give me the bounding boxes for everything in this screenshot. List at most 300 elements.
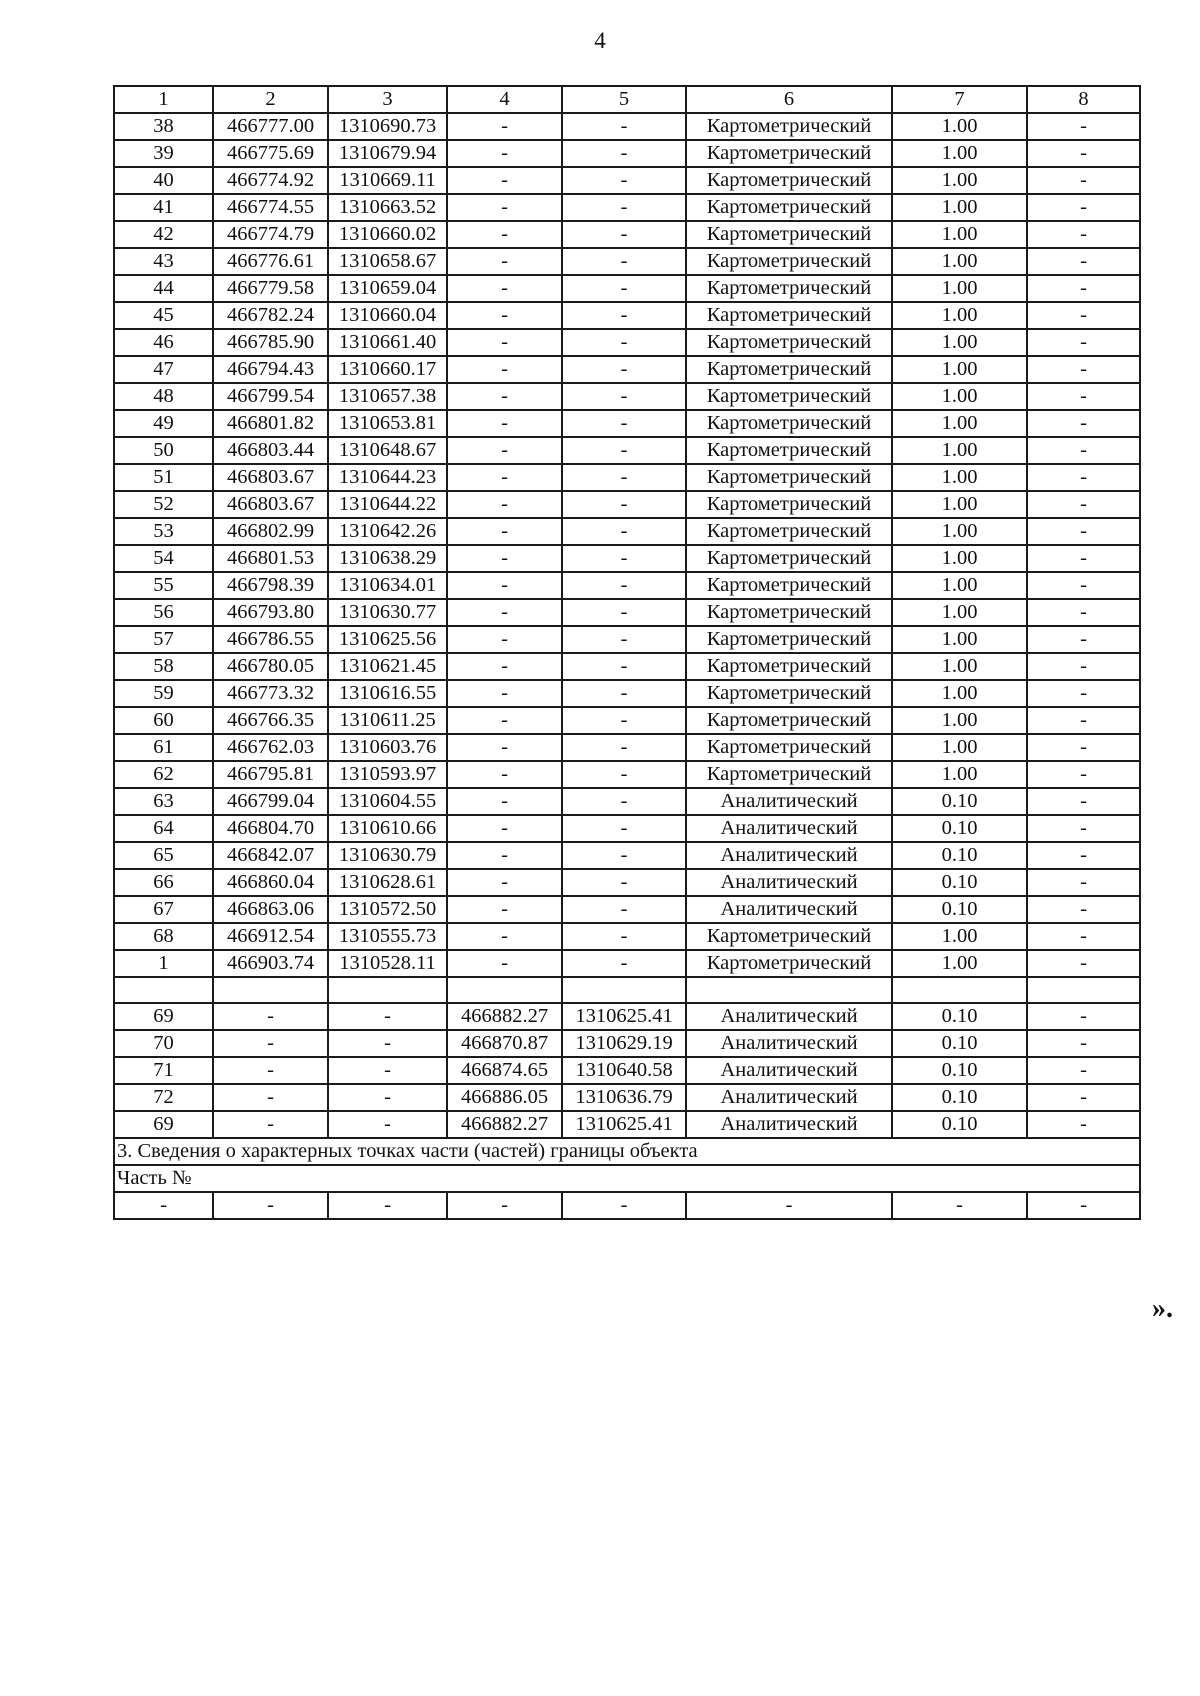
x-new-cell: - (447, 518, 562, 545)
y-old-cell: 1310669.11 (328, 167, 447, 194)
y-new-cell: - (562, 815, 686, 842)
accuracy-cell: 0.10 (892, 788, 1027, 815)
accuracy-cell: 1.00 (892, 680, 1027, 707)
y-old-cell: 1310628.61 (328, 869, 447, 896)
y-new-cell: - (562, 275, 686, 302)
x-new-cell: - (447, 329, 562, 356)
method-cell: Картометрический (686, 626, 892, 653)
point-number-cell: 48 (114, 383, 213, 410)
final-row-cell: - (562, 1192, 686, 1219)
point-number-cell: 68 (114, 923, 213, 950)
table-row (114, 626, 1140, 653)
x-new-cell: 466874.65 (447, 1057, 562, 1084)
x-old-cell: 466803.44 (213, 437, 328, 464)
x-old-cell: - (213, 1003, 328, 1030)
description-cell: - (1027, 1084, 1140, 1111)
accuracy-cell: 1.00 (892, 653, 1027, 680)
table-row (114, 680, 1140, 707)
point-number-cell: 70 (114, 1030, 213, 1057)
description-cell: - (1027, 923, 1140, 950)
table-row (114, 1084, 1140, 1111)
y-new-cell: - (562, 221, 686, 248)
table-row (114, 410, 1140, 437)
y-old-cell: - (328, 1030, 447, 1057)
x-old-cell: 466785.90 (213, 329, 328, 356)
method-cell: Аналитический (686, 1030, 892, 1057)
table-body (114, 86, 1140, 1219)
method-cell: Картометрический (686, 734, 892, 761)
point-number-cell: 62 (114, 761, 213, 788)
point-number-cell: 65 (114, 842, 213, 869)
method-cell: Картометрический (686, 356, 892, 383)
description-cell: - (1027, 329, 1140, 356)
y-new-cell: - (562, 896, 686, 923)
method-cell: Картометрический (686, 140, 892, 167)
method-cell: Картометрический (686, 950, 892, 977)
part-label: Часть № (114, 1165, 1140, 1192)
point-number-cell: 57 (114, 626, 213, 653)
point-number-cell: 56 (114, 599, 213, 626)
y-old-cell: 1310630.79 (328, 842, 447, 869)
point-number-cell: 52 (114, 491, 213, 518)
method-cell: Картометрический (686, 761, 892, 788)
y-new-cell: 1310629.19 (562, 1030, 686, 1057)
description-cell: - (1027, 1057, 1140, 1084)
column-header: 6 (686, 86, 892, 113)
point-number-cell: 38 (114, 113, 213, 140)
x-old-cell: - (213, 1084, 328, 1111)
y-old-cell: 1310638.29 (328, 545, 447, 572)
x-old-cell: 466762.03 (213, 734, 328, 761)
point-number-cell: 60 (114, 707, 213, 734)
y-new-cell: - (562, 194, 686, 221)
description-cell: - (1027, 383, 1140, 410)
point-number-cell: 69 (114, 1003, 213, 1030)
method-cell: Аналитический (686, 869, 892, 896)
y-old-cell: 1310604.55 (328, 788, 447, 815)
accuracy-cell: 1.00 (892, 518, 1027, 545)
table-row (114, 383, 1140, 410)
point-number-cell: 39 (114, 140, 213, 167)
x-new-cell: - (447, 194, 562, 221)
x-old-cell: 466780.05 (213, 653, 328, 680)
x-new-cell: 466882.27 (447, 1003, 562, 1030)
x-new-cell: - (447, 437, 562, 464)
x-old-cell: 466860.04 (213, 869, 328, 896)
y-new-cell: - (562, 950, 686, 977)
x-new-cell: 466870.87 (447, 1030, 562, 1057)
description-cell: - (1027, 626, 1140, 653)
description-cell: - (1027, 1003, 1140, 1030)
x-old-cell: - (213, 1030, 328, 1057)
method-cell: Картометрический (686, 491, 892, 518)
method-cell: Аналитический (686, 1111, 892, 1138)
x-old-cell: 466794.43 (213, 356, 328, 383)
y-new-cell: - (562, 599, 686, 626)
x-old-cell: 466801.82 (213, 410, 328, 437)
x-new-cell: - (447, 275, 562, 302)
x-new-cell: - (447, 572, 562, 599)
description-cell: - (1027, 653, 1140, 680)
table-row (114, 1057, 1140, 1084)
table-row (114, 113, 1140, 140)
description-cell: - (1027, 788, 1140, 815)
accuracy-cell: 0.10 (892, 1084, 1027, 1111)
table-row (114, 248, 1140, 275)
table-row (114, 842, 1140, 869)
method-cell: Аналитический (686, 788, 892, 815)
accuracy-cell: 1.00 (892, 140, 1027, 167)
y-old-cell: 1310593.97 (328, 761, 447, 788)
y-new-cell: - (562, 869, 686, 896)
table-row (114, 545, 1140, 572)
y-new-cell: - (562, 734, 686, 761)
column-header: 8 (1027, 86, 1140, 113)
method-cell: Аналитический (686, 815, 892, 842)
x-new-cell: - (447, 788, 562, 815)
accuracy-cell: 1.00 (892, 923, 1027, 950)
table-row (114, 302, 1140, 329)
table-row (114, 329, 1140, 356)
table-row (114, 653, 1140, 680)
y-old-cell: 1310625.56 (328, 626, 447, 653)
y-new-cell: 1310625.41 (562, 1003, 686, 1030)
method-cell: Аналитический (686, 1084, 892, 1111)
point-number-cell: 41 (114, 194, 213, 221)
point-number-cell: 67 (114, 896, 213, 923)
accuracy-cell: 1.00 (892, 545, 1027, 572)
section-title-row (114, 1138, 1140, 1165)
column-header: 3 (328, 86, 447, 113)
accuracy-cell: 1.00 (892, 464, 1027, 491)
method-cell: Картометрический (686, 572, 892, 599)
point-number-cell: 66 (114, 869, 213, 896)
method-cell: Картометрический (686, 680, 892, 707)
y-new-cell: 1310625.41 (562, 1111, 686, 1138)
description-cell: - (1027, 869, 1140, 896)
final-row-cell: - (447, 1192, 562, 1219)
table-row (114, 923, 1140, 950)
x-old-cell: 466782.24 (213, 302, 328, 329)
accuracy-cell: 0.10 (892, 896, 1027, 923)
table-row (114, 788, 1140, 815)
method-cell: Картометрический (686, 518, 892, 545)
table-row (114, 950, 1140, 977)
description-cell: - (1027, 464, 1140, 491)
table-row (114, 734, 1140, 761)
table-row (114, 356, 1140, 383)
table-row (114, 437, 1140, 464)
table-row (114, 869, 1140, 896)
method-cell: Картометрический (686, 923, 892, 950)
y-old-cell: 1310644.22 (328, 491, 447, 518)
y-new-cell: - (562, 167, 686, 194)
y-old-cell: 1310621.45 (328, 653, 447, 680)
x-old-cell: 466863.06 (213, 896, 328, 923)
y-new-cell: - (562, 923, 686, 950)
accuracy-cell: 1.00 (892, 113, 1027, 140)
y-old-cell: 1310660.04 (328, 302, 447, 329)
table-row (114, 1030, 1140, 1057)
y-new-cell: - (562, 518, 686, 545)
x-new-cell: - (447, 869, 562, 896)
description-cell: - (1027, 842, 1140, 869)
x-new-cell: - (447, 923, 562, 950)
accuracy-cell: 1.00 (892, 383, 1027, 410)
x-old-cell: 466803.67 (213, 464, 328, 491)
point-number-cell: 49 (114, 410, 213, 437)
method-cell: Аналитический (686, 1003, 892, 1030)
final-row-cell: - (892, 1192, 1027, 1219)
x-new-cell: - (447, 491, 562, 518)
y-new-cell: - (562, 329, 686, 356)
description-cell: - (1027, 410, 1140, 437)
final-row (114, 1192, 1140, 1219)
y-old-cell: 1310658.67 (328, 248, 447, 275)
accuracy-cell: 1.00 (892, 707, 1027, 734)
method-cell: Картометрический (686, 329, 892, 356)
part-label-row (114, 1165, 1140, 1192)
x-old-cell: 466774.92 (213, 167, 328, 194)
x-old-cell: 466903.74 (213, 950, 328, 977)
x-old-cell: 466795.81 (213, 761, 328, 788)
x-old-cell: 466802.99 (213, 518, 328, 545)
x-old-cell: 466842.07 (213, 842, 328, 869)
x-new-cell: - (447, 707, 562, 734)
y-new-cell: - (562, 140, 686, 167)
description-cell: - (1027, 140, 1140, 167)
method-cell: Картометрический (686, 410, 892, 437)
y-new-cell: - (562, 302, 686, 329)
y-new-cell: - (562, 491, 686, 518)
description-cell: - (1027, 167, 1140, 194)
y-old-cell: 1310528.11 (328, 950, 447, 977)
y-new-cell: - (562, 788, 686, 815)
column-header: 1 (114, 86, 213, 113)
y-old-cell: - (328, 1111, 447, 1138)
point-number-cell: 45 (114, 302, 213, 329)
accuracy-cell: 1.00 (892, 356, 1027, 383)
description-cell: - (1027, 1111, 1140, 1138)
point-number-cell: 40 (114, 167, 213, 194)
x-old-cell: - (213, 1057, 328, 1084)
description-cell: - (1027, 221, 1140, 248)
y-new-cell: - (562, 761, 686, 788)
accuracy-cell: 1.00 (892, 950, 1027, 977)
y-old-cell: 1310603.76 (328, 734, 447, 761)
y-old-cell: 1310661.40 (328, 329, 447, 356)
page-number: 4 (594, 28, 606, 53)
x-new-cell: - (447, 464, 562, 491)
y-old-cell: 1310663.52 (328, 194, 447, 221)
x-new-cell: - (447, 113, 562, 140)
column-header: 4 (447, 86, 562, 113)
x-new-cell: - (447, 221, 562, 248)
accuracy-cell: 1.00 (892, 626, 1027, 653)
table-row (114, 896, 1140, 923)
method-cell: Картометрический (686, 275, 892, 302)
x-old-cell: - (213, 1111, 328, 1138)
accuracy-cell: 1.00 (892, 410, 1027, 437)
y-new-cell: - (562, 545, 686, 572)
y-old-cell: 1310611.25 (328, 707, 447, 734)
x-new-cell: - (447, 653, 562, 680)
point-number-cell: 63 (114, 788, 213, 815)
table-row (114, 275, 1140, 302)
x-new-cell: 466886.05 (447, 1084, 562, 1111)
final-row-cell: - (114, 1192, 213, 1219)
y-old-cell: 1310657.38 (328, 383, 447, 410)
description-cell: - (1027, 950, 1140, 977)
description-cell: - (1027, 302, 1140, 329)
description-cell: - (1027, 815, 1140, 842)
y-old-cell (328, 977, 447, 1003)
y-old-cell: - (328, 1003, 447, 1030)
point-number-cell: 47 (114, 356, 213, 383)
table-row (114, 491, 1140, 518)
y-old-cell: 1310660.17 (328, 356, 447, 383)
y-old-cell: 1310690.73 (328, 113, 447, 140)
x-new-cell: - (447, 950, 562, 977)
y-new-cell (562, 977, 686, 1003)
accuracy-cell: 1.00 (892, 167, 1027, 194)
x-new-cell: - (447, 545, 562, 572)
description-cell: - (1027, 248, 1140, 275)
method-cell: Аналитический (686, 842, 892, 869)
y-new-cell: - (562, 383, 686, 410)
accuracy-cell: 0.10 (892, 1003, 1027, 1030)
y-new-cell: - (562, 707, 686, 734)
x-new-cell: - (447, 167, 562, 194)
description-cell: - (1027, 599, 1140, 626)
x-old-cell: 466777.00 (213, 113, 328, 140)
point-number-cell: 72 (114, 1084, 213, 1111)
method-cell (686, 977, 892, 1003)
accuracy-cell: 1.00 (892, 599, 1027, 626)
final-row-cell: - (1027, 1192, 1140, 1219)
method-cell: Картометрический (686, 383, 892, 410)
accuracy-cell: 0.10 (892, 1057, 1027, 1084)
x-new-cell: - (447, 383, 562, 410)
point-number-cell: 58 (114, 653, 213, 680)
y-old-cell: 1310616.55 (328, 680, 447, 707)
y-old-cell: 1310555.73 (328, 923, 447, 950)
accuracy-cell: 1.00 (892, 275, 1027, 302)
y-new-cell: - (562, 437, 686, 464)
closing-quote-mark: ». (1152, 1293, 1173, 1324)
x-old-cell (213, 977, 328, 1003)
y-old-cell: 1310610.66 (328, 815, 447, 842)
y-old-cell: 1310630.77 (328, 599, 447, 626)
x-new-cell: - (447, 302, 562, 329)
accuracy-cell: 1.00 (892, 761, 1027, 788)
table-row (114, 1111, 1140, 1138)
table-row (114, 194, 1140, 221)
accuracy-cell: 1.00 (892, 437, 1027, 464)
y-old-cell: 1310653.81 (328, 410, 447, 437)
method-cell: Аналитический (686, 896, 892, 923)
x-new-cell: - (447, 626, 562, 653)
point-number-cell (114, 977, 213, 1003)
y-new-cell: - (562, 572, 686, 599)
table-row (114, 221, 1140, 248)
x-old-cell: 466793.80 (213, 599, 328, 626)
table-row (114, 761, 1140, 788)
method-cell: Картометрический (686, 464, 892, 491)
description-cell: - (1027, 1030, 1140, 1057)
column-header: 5 (562, 86, 686, 113)
point-number-cell: 55 (114, 572, 213, 599)
x-new-cell: - (447, 140, 562, 167)
x-old-cell: 466801.53 (213, 545, 328, 572)
final-row-cell: - (213, 1192, 328, 1219)
point-number-cell: 46 (114, 329, 213, 356)
x-old-cell: 466803.67 (213, 491, 328, 518)
description-cell: - (1027, 707, 1140, 734)
x-new-cell: - (447, 356, 562, 383)
y-new-cell: - (562, 626, 686, 653)
point-number-cell: 1 (114, 950, 213, 977)
accuracy-cell: 1.00 (892, 572, 1027, 599)
column-header: 7 (892, 86, 1027, 113)
accuracy-cell: 1.00 (892, 734, 1027, 761)
accuracy-cell: 1.00 (892, 221, 1027, 248)
coordinates-table (113, 85, 1141, 1220)
method-cell: Картометрический (686, 113, 892, 140)
x-old-cell: 466912.54 (213, 923, 328, 950)
table-row (114, 707, 1140, 734)
y-old-cell: 1310660.02 (328, 221, 447, 248)
x-new-cell: - (447, 599, 562, 626)
x-old-cell: 466775.69 (213, 140, 328, 167)
x-old-cell: 466804.70 (213, 815, 328, 842)
x-new-cell (447, 977, 562, 1003)
y-new-cell: - (562, 653, 686, 680)
method-cell: Картометрический (686, 167, 892, 194)
description-cell: - (1027, 518, 1140, 545)
table-row (114, 167, 1140, 194)
accuracy-cell: 0.10 (892, 1111, 1027, 1138)
table-row (114, 518, 1140, 545)
point-number-cell: 43 (114, 248, 213, 275)
section-title: 3. Сведения о характерных точках части (частей) границы объекта (114, 1138, 1140, 1165)
y-old-cell: 1310572.50 (328, 896, 447, 923)
x-old-cell: 466776.61 (213, 248, 328, 275)
accuracy-cell: 0.10 (892, 869, 1027, 896)
method-cell: Аналитический (686, 1057, 892, 1084)
accuracy-cell: 1.00 (892, 329, 1027, 356)
x-old-cell: 466773.32 (213, 680, 328, 707)
x-new-cell: - (447, 896, 562, 923)
description-cell: - (1027, 437, 1140, 464)
y-new-cell: 1310636.79 (562, 1084, 686, 1111)
description-cell: - (1027, 491, 1140, 518)
y-new-cell: - (562, 410, 686, 437)
y-old-cell: 1310644.23 (328, 464, 447, 491)
y-new-cell: - (562, 113, 686, 140)
y-old-cell: 1310679.94 (328, 140, 447, 167)
y-old-cell: 1310642.26 (328, 518, 447, 545)
accuracy-cell: 1.00 (892, 194, 1027, 221)
y-old-cell: - (328, 1057, 447, 1084)
y-new-cell: - (562, 842, 686, 869)
y-new-cell: - (562, 248, 686, 275)
final-row-cell: - (328, 1192, 447, 1219)
description-cell (1027, 977, 1140, 1003)
point-number-cell: 50 (114, 437, 213, 464)
x-old-cell: 466786.55 (213, 626, 328, 653)
accuracy-cell: 0.10 (892, 815, 1027, 842)
